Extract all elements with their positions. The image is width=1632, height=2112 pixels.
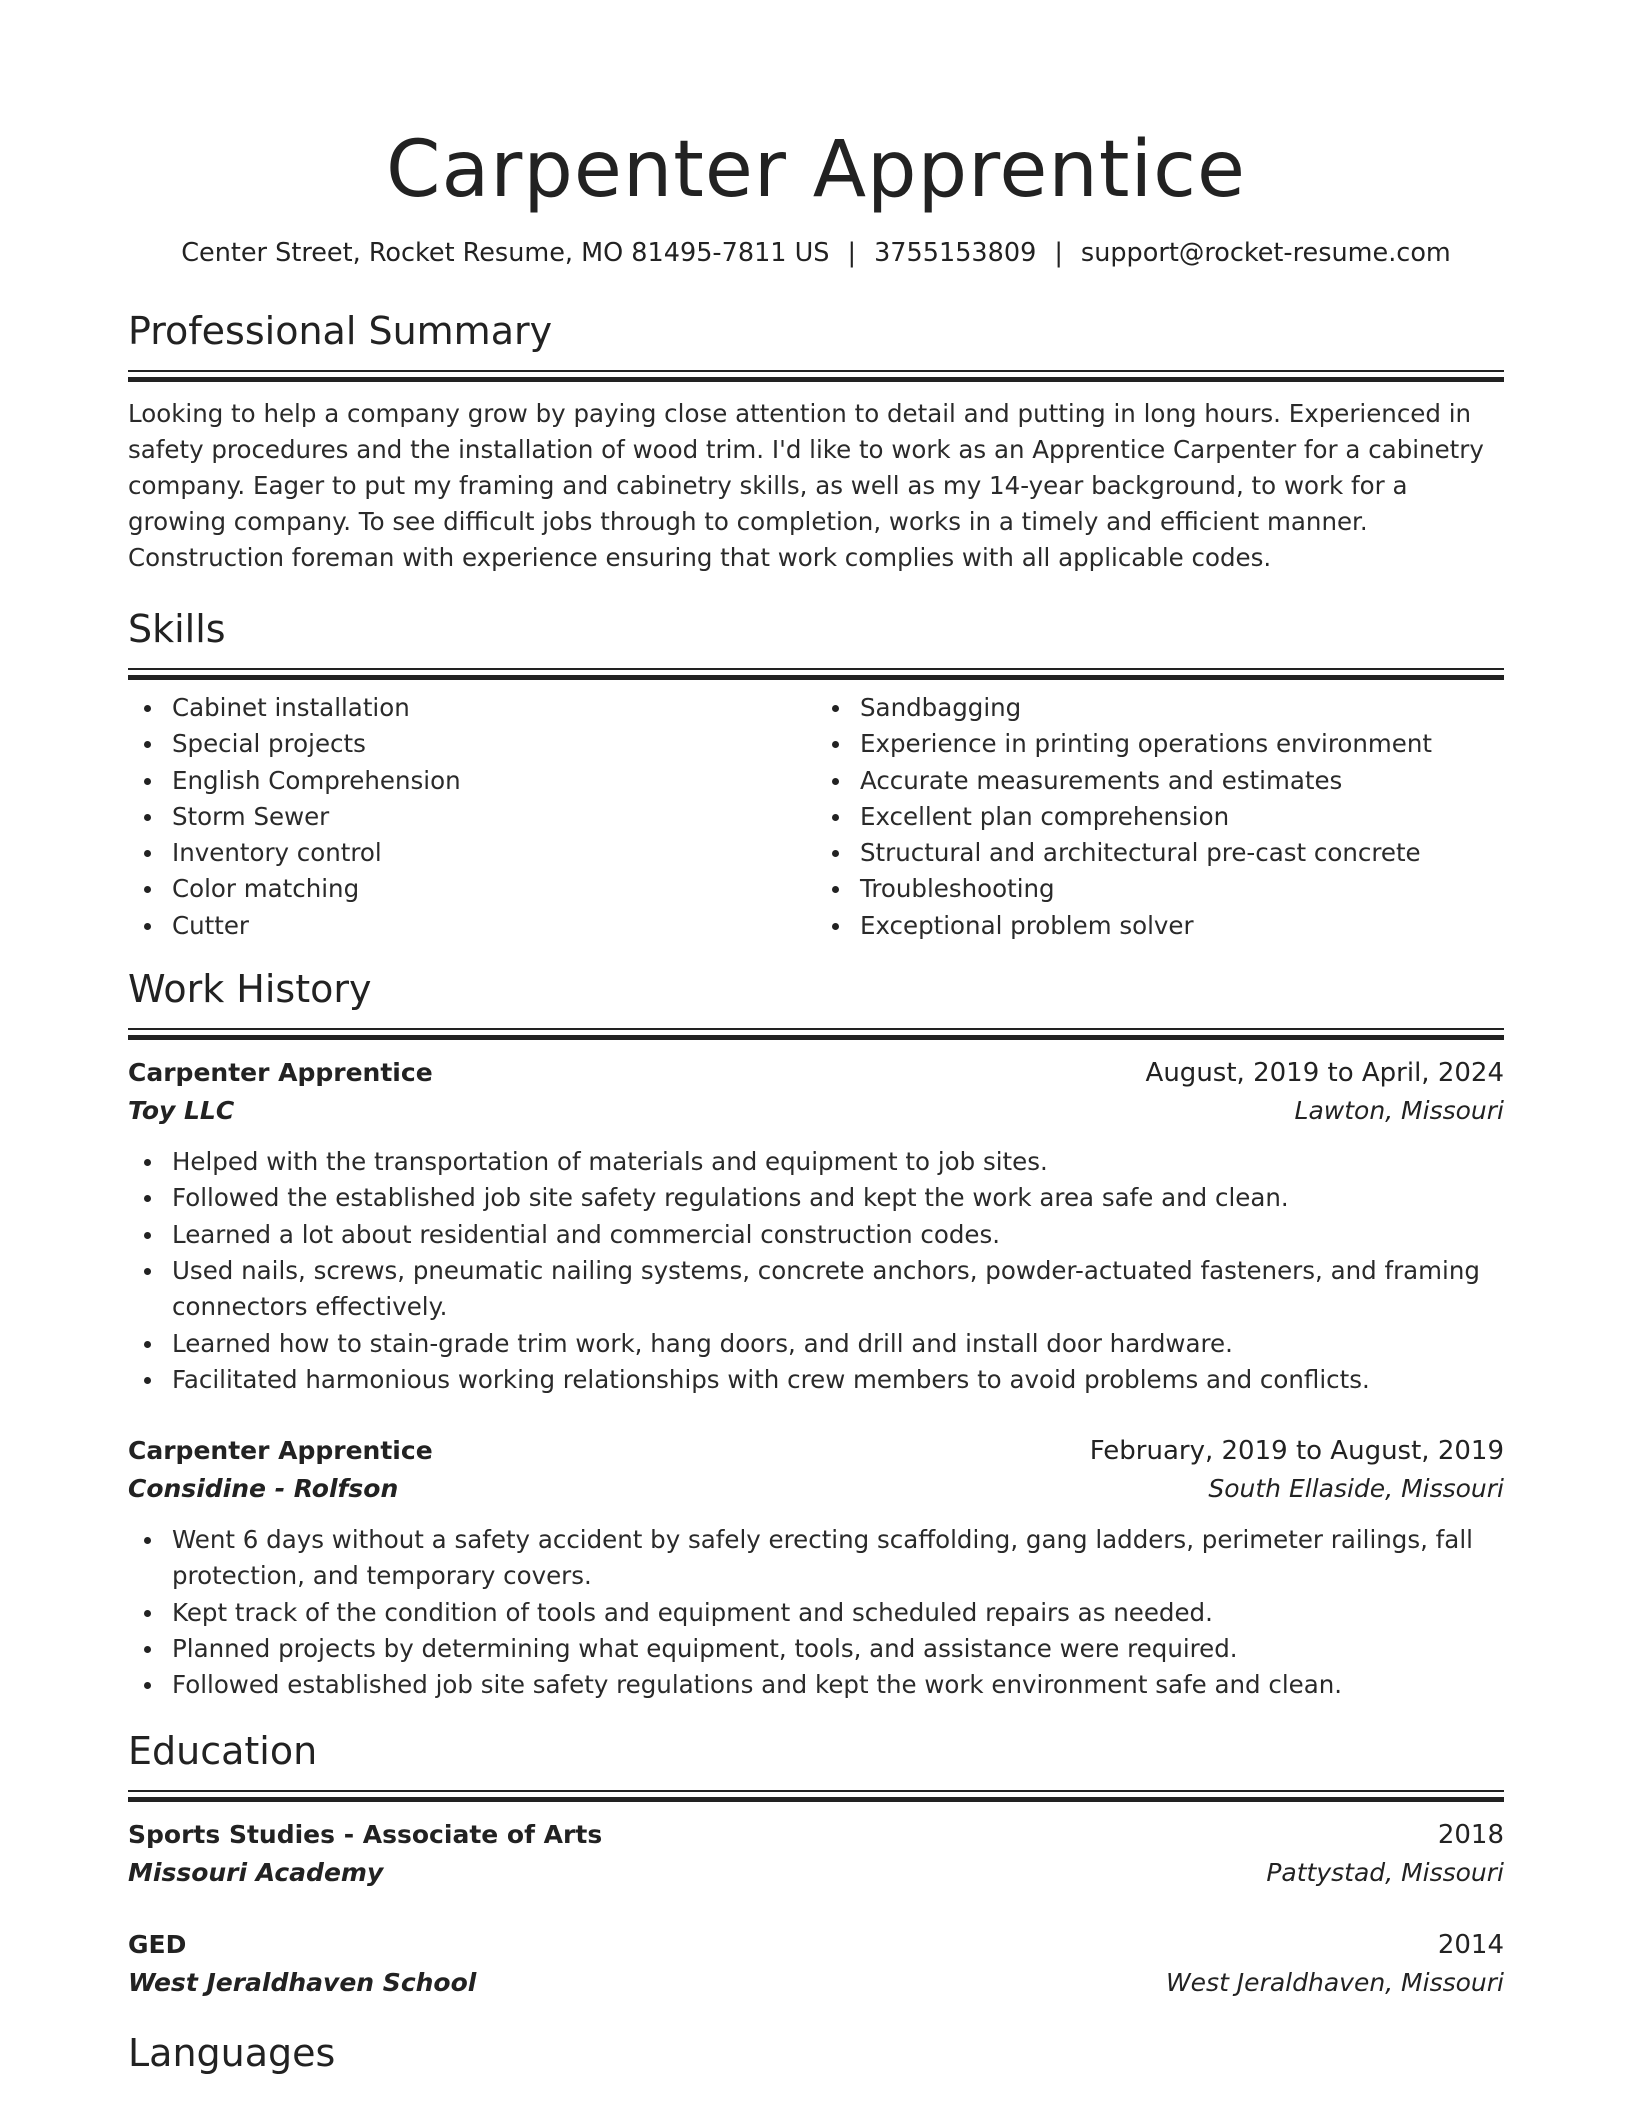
job-bullet: Followed the established job site safety regulations and kept the work area safe and clean. [172,1180,1504,1216]
education-location: Pattystad, Missouri [1266,1857,1504,1887]
section-title-education: Education [128,1728,318,1773]
job-bullet: Facilitated harmonious working relationships with crew members to avoid problems and conflicts. [172,1362,1504,1398]
job-bullets [128,1144,1504,1398]
contact-separator: | [1054,238,1063,268]
contact-separator: | [847,238,857,268]
job-dates: August, 2019 to April, 2024 [1145,1058,1504,1089]
skills-list-left [128,690,816,944]
skill-item: Sandbagging [860,690,1504,726]
skill-item: Color matching [172,871,816,907]
education-degree: Sports Studies - Associate of Arts [128,1819,603,1849]
job-bullet: Learned how to stain-grade trim work, hang doors, and drill and install door hardware. [172,1326,1504,1362]
job-bullets [128,1522,1504,1703]
job-location: Lawton, Missouri [1294,1096,1504,1126]
job-company: Toy LLC [128,1096,235,1126]
job-location: South Ellaside, Missouri [1208,1474,1504,1504]
summary-section [128,306,1504,576]
resume-name: Carpenter Apprentice [386,125,1246,215]
skill-item: Experience in printing operations environment [860,726,1504,762]
job-title: Carpenter Apprentice [128,1436,433,1466]
section-divider [128,668,1504,680]
education-year: 2014 [1437,1929,1504,1960]
skills-section [128,604,1504,944]
summary-text: Looking to help a company grow by paying close attention to detail and putting in long hours. Experienced in safety procedures and the installation of wood trim. I'd like to work as an Apprentice Carpenter for a cabinetry company. Eager to put my framing and cabinetry skills, as well as my 14-year background, to work for a growing company. To see difficult jobs through to completion, works in a timely and efficient manner. Construction foreman with experience ensuring that work complies with all applicable codes. [128,399,1484,572]
skill-item: Troubleshooting [860,871,1504,907]
skill-item: Accurate measurements and estimates [860,763,1504,799]
work-history-section [128,964,1504,1704]
section-divider [128,370,1504,382]
skill-item: Inventory control [172,835,816,871]
education-year: 2018 [1437,1819,1504,1850]
skills-list-right [816,690,1504,944]
section-title-summary: Professional Summary [128,309,553,353]
job-bullet: Learned a lot about residential and commercial construction codes. [172,1217,1504,1253]
education-section [128,1726,1504,2002]
skill-item: English Comprehension [172,763,816,799]
section-title-work-history: Work History [128,967,372,1012]
education-degree: GED [128,1929,187,1959]
contact-email: support@rocket-resume.com [1080,238,1451,268]
job-title: Carpenter Apprentice [128,1058,433,1088]
education-entry [128,1926,1504,2002]
job-dates: February, 2019 to August, 2019 [1089,1436,1504,1467]
job-bullet: Went 6 days without a safety accident by safely erecting scaffolding, gang ladders, perimeter railings, fall protection, and temporary covers. [172,1522,1504,1595]
job-entry [128,1432,1504,1703]
skill-item: Structural and architectural pre-cast concrete [860,835,1504,871]
education-entry [128,1816,1504,1892]
skills-columns [128,690,1504,944]
section-divider [128,1028,1504,1040]
job-bullet: Used nails, screws, pneumatic nailing systems, concrete anchors, powder-actuated fasteners, and framing connectors effectively. [172,1253,1504,1326]
section-divider [128,1790,1504,1802]
job-bullet: Helped with the transportation of materials and equipment to job sites. [172,1144,1504,1180]
job-company: Considine - Rolfson [128,1474,399,1504]
job-bullet: Kept track of the condition of tools and equipment and scheduled repairs as needed. [172,1595,1504,1631]
contact-phone: 3755153809 [874,238,1037,268]
contact-address: Center Street, Rocket Resume, MO 81495-7811 US [181,238,830,268]
skill-item: Cutter [172,908,816,944]
section-title-languages: Languages [128,2030,336,2075]
skill-item: Cabinet installation [172,690,816,726]
job-entry [128,1054,1504,1398]
job-bullet: Planned projects by determining what equipment, tools, and assistance were required. [172,1631,1504,1667]
skill-item: Storm Sewer [172,799,816,835]
education-location: West Jeraldhaven, Missouri [1165,1967,1504,1997]
contact-line [128,236,1504,270]
skill-item: Excellent plan comprehension [860,799,1504,835]
job-bullet: Followed established job site safety regulations and kept the work environment safe and clean. [172,1667,1504,1703]
skill-item: Special projects [172,726,816,762]
languages-section [128,2028,1504,2078]
education-school: Missouri Academy [128,1857,384,1887]
section-title-skills: Skills [128,607,226,651]
skill-item: Exceptional problem solver [860,908,1504,944]
education-school: West Jeraldhaven School [128,1967,477,1997]
